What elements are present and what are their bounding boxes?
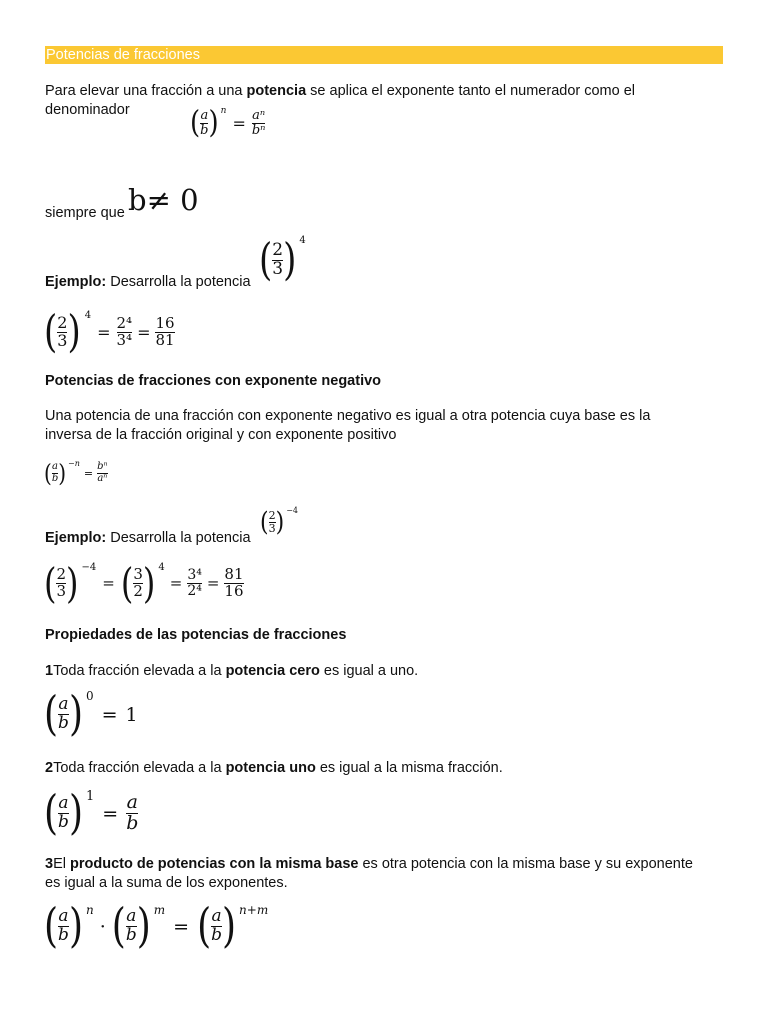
condition-text: siempre que: [45, 205, 125, 221]
formula-property1: ( $\frac{a}{b}$ ) 0 = 1: [44, 687, 138, 742]
formula-property2: ( $\frac{a}{b}$ ) 1 = $\frac{a}{b}$: [44, 786, 139, 841]
intro-text: Para elevar una fracción a una: [45, 83, 247, 99]
property3-post: es otra potencia con la misma base y su exponente: [358, 856, 693, 872]
property3-pre: El: [53, 856, 70, 872]
negative-text-line2: inversa de la fracción original y con exponente positivo: [45, 427, 397, 443]
formula-property3: ( $\frac{a}{b}$ ) n · ( $\frac{a}{b}$ ) m = ( $\frac{a}{b}$ ) n+m: [44, 899, 269, 954]
negative-section-heading: Potencias de fracciones con exponente negativo: [45, 373, 382, 389]
properties-heading: Propiedades de las potencias de fracciones: [45, 627, 347, 643]
intro-paragraph: [45, 82, 635, 101]
formula-example2-question: ( $\frac{2}{3}$ ) −4: [260, 506, 298, 538]
example2-line: [45, 529, 251, 548]
property1-bold: potencia cero: [225, 663, 320, 679]
property3-text: [45, 855, 693, 874]
property2-text: [45, 759, 503, 778]
page-title: Potencias de fracciones: [46, 47, 200, 63]
example2-label: Ejemplo:: [45, 530, 107, 546]
intro-text-post: se aplica el exponente tanto el numerador como el: [306, 83, 636, 99]
property1-pre: Toda fracción elevada a la: [53, 663, 226, 679]
negative-text-line1: Una potencia de una fracción con exponente negativo es igual a otra potencia cuya base es la: [45, 408, 651, 424]
formula-example2-solution: ( $\frac{2}{3}$ ) −4 = ( $\frac{3}{2}$ ) 4 = $\frac{\text{3⁴}}{\text{2⁴}}$ = $\frac{81}{16}$: [44, 558, 244, 608]
property3-bold: producto de potencias con la misma base: [70, 856, 359, 872]
property2-post: es igual a la misma fracción.: [315, 760, 503, 776]
property1-text: [45, 662, 418, 681]
property2-number: 2: [45, 760, 54, 776]
property3-line2: es igual a la suma de los exponentes.: [45, 875, 288, 891]
section-title-bar: [45, 46, 723, 64]
formula-power-rule: ( $\frac{a}{b}$ ) n = $\frac{\text{aⁿ}}{\text{bⁿ}}$: [190, 105, 266, 141]
formula-example1-solution: ( $\frac{2}{3}$ ) 4 = $\frac{\text{2⁴}}{\text{3⁴}}$ = $\frac{16}{81}$: [44, 306, 175, 358]
property1-post: es igual a uno.: [319, 663, 419, 679]
property2-pre: Toda fracción elevada a la: [53, 760, 226, 776]
intro-bold: potencia: [246, 83, 307, 99]
property1-number: 1: [45, 663, 54, 679]
formula-negative-rule: ( $\frac{a}{b}$ ) −n = $\frac{\text{bⁿ}}{\text{aⁿ}}$: [44, 458, 108, 488]
example1-line: [45, 273, 251, 292]
property2-bold: potencia uno: [225, 760, 316, 776]
example2-text: Desarrolla la potencia: [106, 530, 251, 546]
example1-text: Desarrolla la potencia: [106, 274, 251, 290]
formula-b-not-zero: b≠ 0: [128, 183, 199, 217]
property3-number: 3: [45, 856, 54, 872]
formula-example1-question: ( $\frac{2}{3}$ ) 4: [259, 234, 306, 286]
intro-line2: denominador: [45, 102, 130, 118]
example1-label: Ejemplo:: [45, 274, 107, 290]
